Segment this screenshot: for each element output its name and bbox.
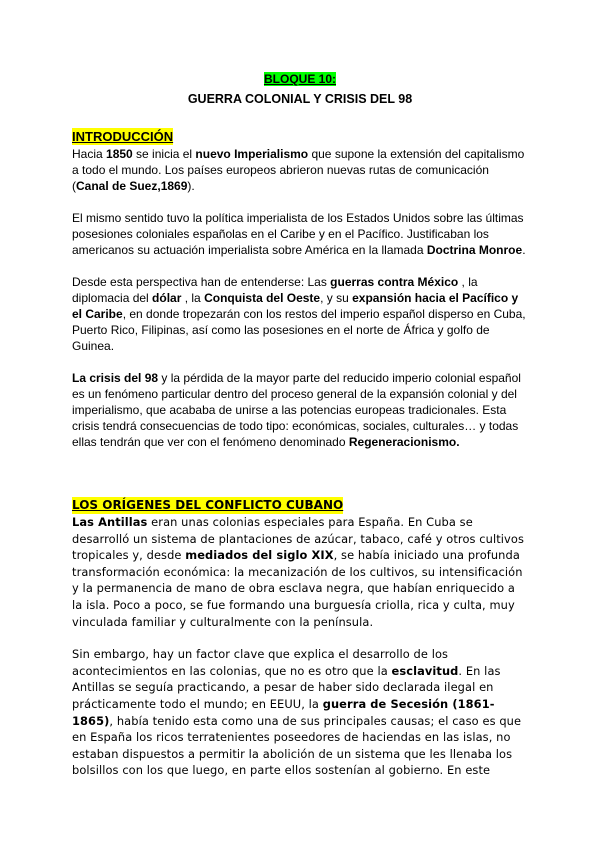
block-heading-row — [72, 70, 528, 88]
block-label: BLOQUE 10: — [263, 72, 336, 86]
document-title: GUERRA COLONIAL Y CRISIS DEL 98 — [187, 92, 413, 106]
origins-paragraph-2: Sin embargo, hay un factor clave que explica el desarrollo de los acontecimientos en las colonias, que no es otro que la esclavitud. En las Antillas se seguía practicando, a pesar de haber sido declarada ilegal en prácticamente todo el mundo; en EEUU, la guerra de Secesión (1861-1865), había tenido esta como una de sus principales causas; el caso es que en España los ricos terratenientes poseedores de haciendas en las islas, no estaban dispuestos a permitir la abolición de un sistema que les llenaba los bolsillos con los que luego, en parte ellos sostenían al gobierno. En este — [72, 647, 522, 778]
intro-paragraph-1: Hacia 1850 se inicia el nuevo Imperialismo que supone la extensión del capitalismo a todo el mundo. Los países europeos abrieron nuevas rutas de comunicación (Canal de Suez,1869). — [72, 147, 525, 193]
origins-paragraph-1: Las Antillas eran unas colonias especiales para España. En Cuba se desarrolló un sistema de plantaciones de azúcar, tabaco, café y otros cultivos tropicales y, desde mediados del siglo XIX, se había iniciado una profunda transformación económica: la mecanización de los cultivos, su intensificación y la permanencia de mano de obra esclava negra, que habían enriquecido a la isla. Poco a poco, se fue formando una burguesía criolla, rica y culta, muy vinculada familiar y culturalmente con la península. — [72, 515, 524, 629]
intro-paragraph-4: La crisis del 98 y la pérdida de la mayor parte del reducido imperio colonial español es un fenómeno particular dentro del proceso general de la expansión colonial y del imperialismo, que acababa de unirse a las potencias europeas tradicionales. Esta crisis tendrá consecuencias de todo tipo: económicas, sociales, culturales… y todas ellas tendrán que ver con el fenómeno denominado Regeneracionismo. — [72, 371, 521, 449]
intro-paragraph-2: El mismo sentido tuvo la política imperialista de los Estados Unidos sobre las últimas posesiones coloniales españolas en el Caribe y en el Pacífico. Justificaban los americanos su actuación imperialista sobre América en la llamada Doctrina Monroe. — [72, 211, 526, 257]
section-heading-introduccion: INTRODUCCIÓN — [72, 129, 174, 144]
intro-paragraph-3: Desde esta perspectiva han de entenderse: Las guerras contra México , la diplomacia del dólar , la Conquista del Oeste, y su expansión hacia el Pacífico y el Caribe, en donde tropezarán con los restos del imperio español disperso en Cuba, Puerto Rico, Filipinas, así como las posesiones en el norte de África y golfo de Guinea. — [72, 275, 526, 353]
section-heading-origenes: LOS ORÍGENES DEL CONFLICTO CUBANO — [72, 498, 344, 512]
document-page — [72, 70, 528, 779]
